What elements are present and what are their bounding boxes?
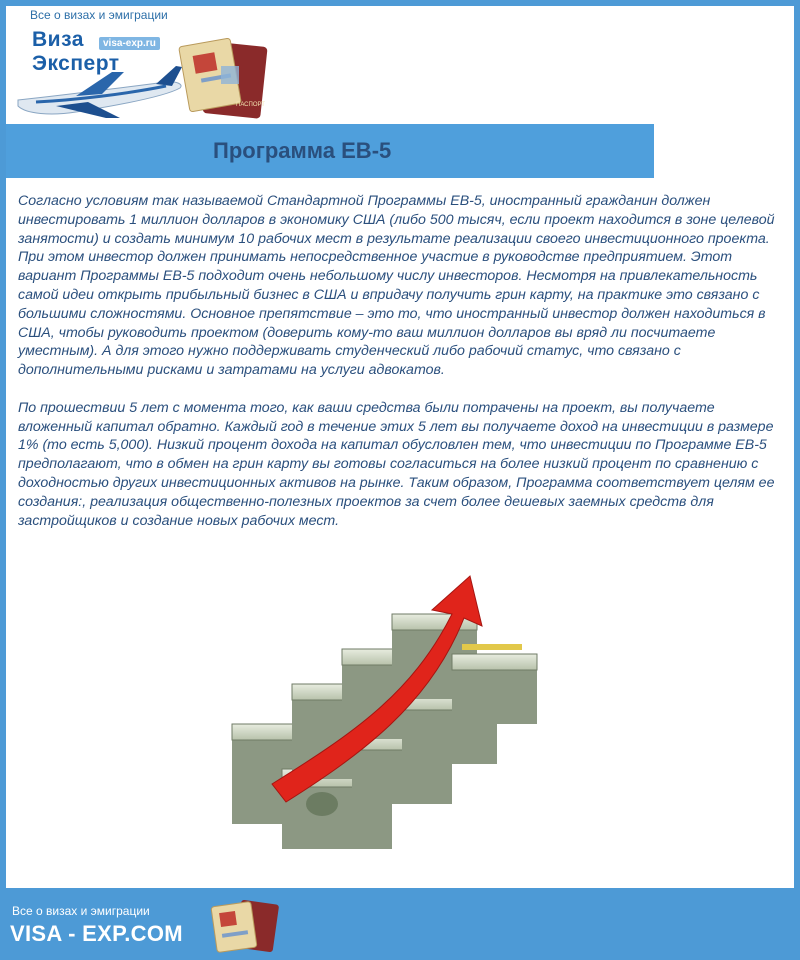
site-header (6, 6, 794, 124)
page-title: Программа EB-5 (213, 138, 392, 163)
footer-tagline: Все о визах и эмиграции (12, 904, 150, 918)
site-footer (0, 888, 800, 960)
money-stairs-illustration (222, 574, 562, 864)
title-bar (6, 124, 654, 178)
site-logo[interactable] (16, 26, 276, 122)
svg-text:ПАСПОРТ: ПАСПОРТ (236, 102, 265, 108)
paragraph-2: По прошествии 5 лет с момента того, как ваши средства были потрачены на проект, вы получаете вложенный капитал обратно. Каждый год в течение этих 5 лет вы получаете доход на инвестиции в размере 1% (то есть 5,000). Низкий процент дохода на капитал обусловлен тем, что инвестиции по Программе ЕВ-5 предполагают, что в обмен на грин карту вы готовы согласиться на более низкий процент по сравнению с доходностью других инвестиционных активов на рынке. Таким образом, Программа соответствует целям ее создания:, реализация общественно-полезных проектов за счет более дешевых заемных средств для застройщиков и создание новых рабочих мест. (18, 399, 775, 529)
passport-icon (208, 898, 280, 954)
money-growth-icon (222, 574, 562, 864)
logo-url-badge: visa-exp.ru (99, 37, 160, 50)
article-body (18, 192, 784, 549)
site-tagline: Все о визах и эмиграции (30, 8, 168, 22)
footer-brand[interactable]: VISA - EXP.COM (10, 921, 183, 946)
page-card (6, 6, 794, 888)
logo-word-expert: Эксперт (32, 52, 120, 75)
paragraph-1: Согласно условиям так называемой Стандартной Программы ЕВ-5, иностранный гражданин должен инвестировать 1 миллион долларов в экономику США (либо 500 тысяч, если проект находится в зоне целевой занятости) и создать минимум 10 рабочих мест в результате реализации своего инвестиционного проекта. При этом инвестор должен принимать непосредственное участие в руководстве предприятием. Этот вариант Программы ЕВ-5 подходит очень небольшому числу инвесторов. Несмотря на привлекательность самой идеи открыть прибыльный бизнес в США и впридачу получить грин карту, на практике это связано с большими сложностями. Основное препятствие – это то, что иностранный инвестор должен находиться в США, чтобы руководить проектом (доверить кому-то ваш миллион долларов вы вряд ли посчитаете уместным). А для этого нужно поддерживать студенческий либо рабочий статус, что связано с дополнительными рисками и затратами на услуги адвокатов. (18, 193, 775, 379)
passport-stack (179, 38, 268, 119)
logo-word-viza: Виза (32, 28, 84, 51)
